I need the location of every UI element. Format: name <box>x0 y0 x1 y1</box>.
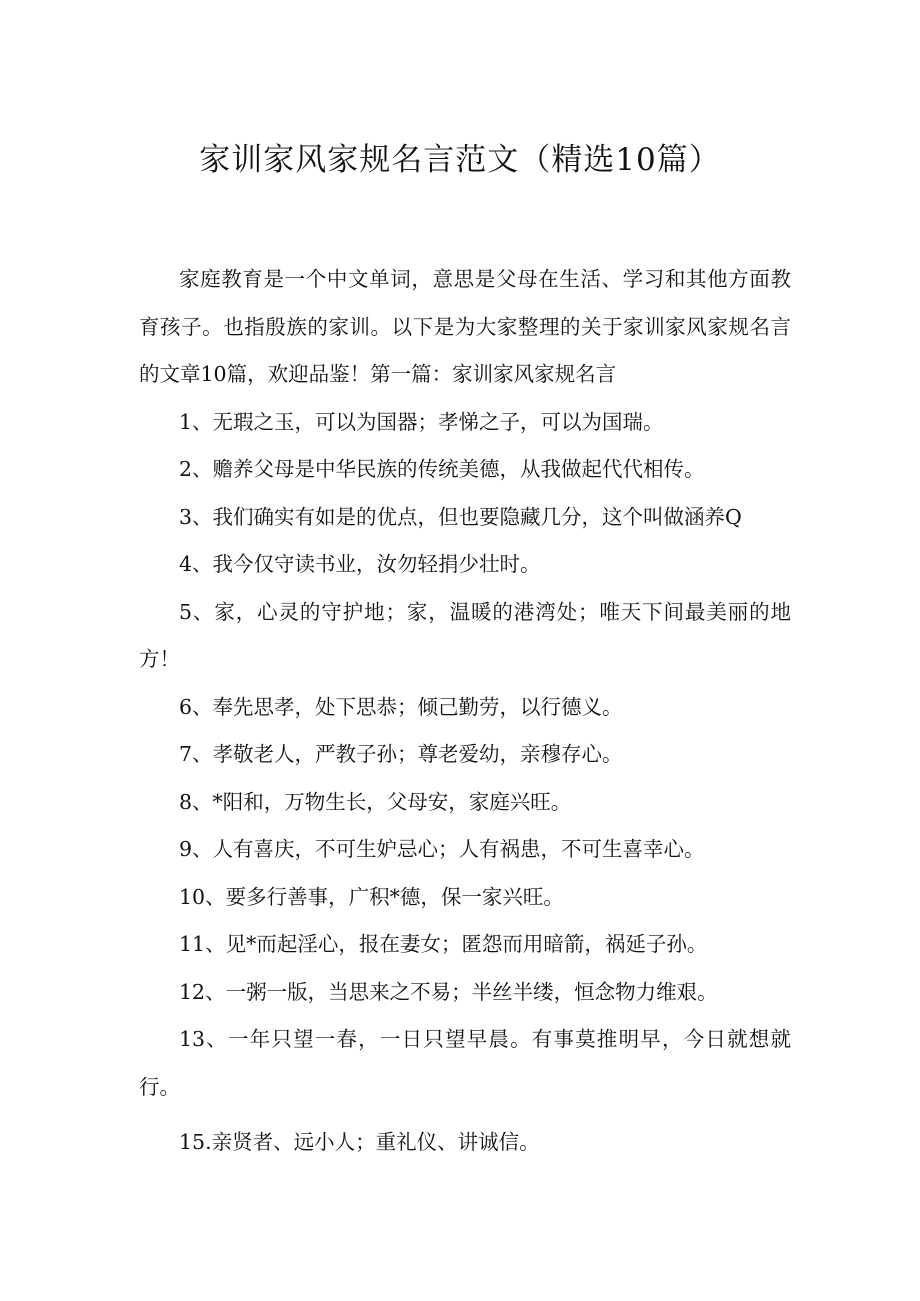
quote-item-5: 5、家，心灵的守护地；家，温暖的港湾处；唯天下间最美丽的地方！ <box>139 599 791 671</box>
quote-item-4: 4、我今仅守读书业，汝勿轻捐少壮时。 <box>179 552 541 576</box>
quote-item-11: 11、见*而起淫心，报在妻女；匿怨而用暗箭，祸延子孙。 <box>179 932 708 956</box>
document-body <box>139 256 791 1167</box>
quote-item-2: 2、赡养父母是中华民族的传统美德，从我做起代代相传。 <box>179 457 705 481</box>
intro-paragraph: 家庭教育是一个中文单词，意思是父母在生活、学习和其他方面教育孩子。也指殷族的家训。以下是为大家整理的关于家训家风家规名言的文章10篇，欢迎品鉴！第一篇：家训家风家规名言 <box>139 267 791 386</box>
quote-item-3: 3、我们确实有如是的优点，但也要隐藏几分，这个叫做涵养Q <box>179 504 742 529</box>
quote-item-9: 9、人有喜庆，不可生妒忌心；人有祸患，不可生喜幸心。 <box>179 837 705 861</box>
quote-item-13: 13、一年只望一春，一日只望早晨。有事莫推明早，今日就想就行。 <box>139 1027 791 1099</box>
quote-item-12: 12、一粥一版，当思来之不易；半丝半缕，恒念物力维艰。 <box>179 979 718 1004</box>
quote-item-10: 10、要多行善事，广积*德，保一家兴旺。 <box>179 884 564 909</box>
quote-item-15: 15.亲贤者、远小人；重礼仪、讲诚信。 <box>179 1130 540 1154</box>
quote-item-1: 1、无瑕之玉，可以为国器；孝悌之子，可以为国瑞。 <box>179 409 664 434</box>
document-title: 家训家风家规名言范文（精选10篇） <box>199 142 721 178</box>
quote-item-8: 8、*阳和，万物生长，父母安，家庭兴旺。 <box>179 789 572 814</box>
quote-item-7: 7、孝敬老人，严教子孙；尊老爱幼，亲穆存心。 <box>179 742 623 766</box>
quote-item-6: 6、奉先思孝，处下思恭；倾己勤劳，以行德义。 <box>179 694 623 719</box>
